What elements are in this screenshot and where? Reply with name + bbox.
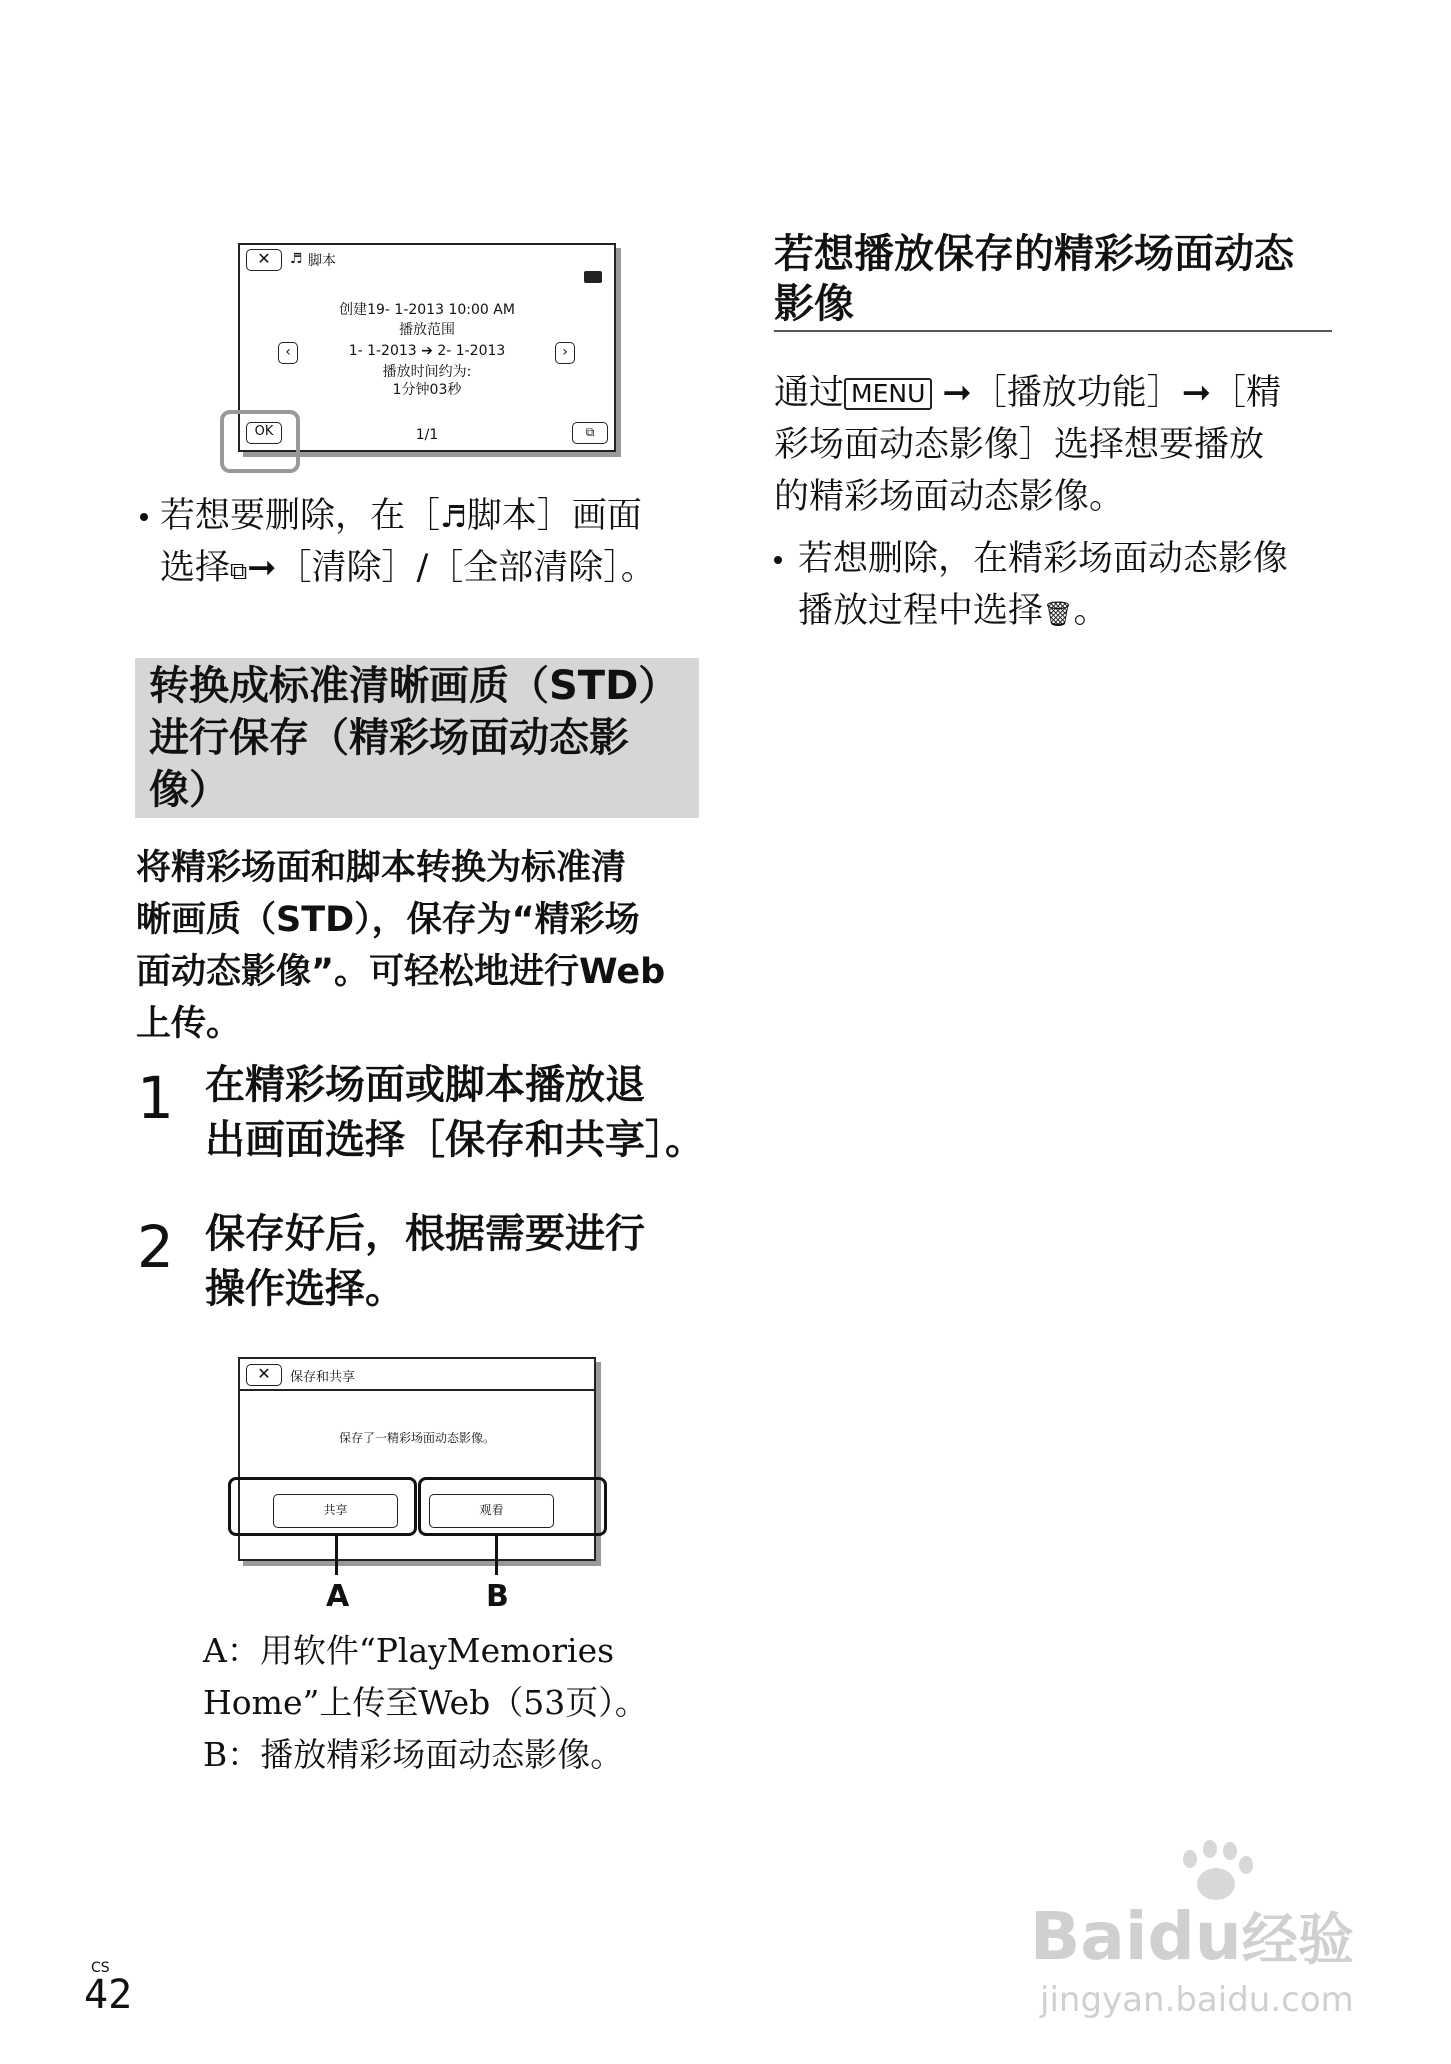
page-indicator: 1/1 bbox=[415, 427, 439, 443]
right-bullet-line-2 bbox=[798, 585, 1109, 640]
intro-line-3: 面动态影像”。可轻松地进行Web bbox=[136, 952, 666, 992]
ok-highlight bbox=[220, 410, 300, 473]
bullet-text-2b: ➞［清除］/［全部清除］。 bbox=[247, 548, 656, 588]
right-bullet-line-1: 若想删除，在精彩场面动态影像 bbox=[798, 539, 1289, 579]
share-button[interactable]: 共享 bbox=[273, 1494, 398, 1528]
trash-icon: 🗑 bbox=[1043, 600, 1074, 628]
range-label: 播放范围 bbox=[399, 322, 455, 338]
watermark bbox=[1030, 1840, 1410, 2040]
right-bullet-end: 。 bbox=[1073, 591, 1109, 631]
bullet bbox=[774, 556, 782, 564]
bullet-text-1b: 脚本］画面 bbox=[466, 496, 642, 536]
right-para-line-1 bbox=[774, 367, 1281, 419]
intro-line-2: 晰画质（STD），保存为“精彩场 bbox=[136, 900, 640, 940]
step-2-line-1: 保存好后，根据需要进行 bbox=[205, 1211, 645, 1257]
leader-a bbox=[335, 1535, 338, 1575]
section-title-3: 像） bbox=[149, 767, 229, 813]
section-title-2: 进行保存（精彩场面动态影 bbox=[149, 715, 629, 761]
range-value: 1- 1-2013 ➔ 2- 1-2013 bbox=[348, 343, 506, 359]
screen-title: 保存和共享 bbox=[290, 1370, 356, 1385]
notes bbox=[203, 1625, 648, 1781]
note-b: B：播放精彩场面动态影像。 bbox=[203, 1735, 624, 1774]
note-a-line-2: Home”上传至Web（53页）。 bbox=[203, 1683, 648, 1722]
step-1-line-1: 在精彩场面或脚本播放退 bbox=[205, 1062, 645, 1108]
step-2-line-2: 操作选择。 bbox=[205, 1266, 405, 1312]
heading-rule bbox=[774, 330, 1332, 332]
note-a-line-1: A：用软件“PlayMemories bbox=[203, 1631, 615, 1670]
title-divider bbox=[240, 1389, 594, 1391]
step-1-number: 1 bbox=[137, 1064, 174, 1132]
label-a: A bbox=[326, 1579, 350, 1614]
step-1-line-2: 出画面选择［保存和共享］。 bbox=[205, 1117, 705, 1163]
section-header bbox=[135, 658, 699, 818]
label-b: B bbox=[486, 1579, 509, 1614]
watermark-brand: Baidu经验 bbox=[1030, 1898, 1354, 1975]
screen-title: 脚本 bbox=[308, 253, 336, 269]
view-highlight bbox=[418, 1477, 607, 1536]
duration-label: 播放时间约为: bbox=[382, 364, 472, 380]
close-button[interactable]: ✕ bbox=[246, 1364, 282, 1386]
edit-icon: ⧉ bbox=[230, 557, 248, 585]
script-icon: ♬ bbox=[440, 500, 467, 535]
created-line: 创建19- 1-2013 10:00 AM bbox=[339, 302, 515, 318]
section-title-1: 转换成标准清晰画质（STD） bbox=[149, 663, 679, 709]
page-number: 42 bbox=[84, 1972, 133, 2018]
bullet bbox=[140, 513, 148, 521]
step-2-number: 2 bbox=[137, 1213, 174, 1281]
close-button[interactable]: ✕ bbox=[246, 249, 282, 271]
menu-key: MENU bbox=[844, 378, 932, 410]
bullet-line-1 bbox=[160, 490, 642, 544]
bullet-text-1a: 若想要删除，在［ bbox=[160, 496, 441, 536]
share-highlight bbox=[228, 1477, 417, 1536]
ok-button[interactable]: OK bbox=[246, 422, 282, 444]
battery-icon bbox=[584, 271, 602, 283]
view-button[interactable]: 观看 bbox=[429, 1494, 554, 1528]
duration-value: 1分钟03秒 bbox=[392, 382, 462, 398]
leader-b bbox=[495, 1535, 498, 1575]
bullet-text-2a: 选择 bbox=[160, 548, 231, 588]
right-para-line-3: 的精彩场面动态影像。 bbox=[774, 477, 1125, 517]
right-heading-2: 影像 bbox=[774, 281, 854, 327]
intro-paragraph bbox=[136, 842, 665, 1050]
para-text-1b: ➞［播放功能］➞［精 bbox=[942, 373, 1282, 413]
para-text-1a: 通过 bbox=[774, 373, 845, 413]
right-para-line-2: 彩场面动态影像］选择想要播放 bbox=[774, 425, 1265, 465]
intro-line-1: 将精彩场面和脚本转换为标准清 bbox=[136, 848, 627, 888]
right-heading-1: 若想播放保存的精彩场面动态 bbox=[774, 231, 1294, 277]
save-message: 保存了一精彩场面动态影像。 bbox=[338, 1431, 495, 1445]
edit-button[interactable]: ⧉ bbox=[572, 422, 608, 444]
intro-line-4: 上传。 bbox=[136, 1004, 242, 1044]
prev-button[interactable]: ‹ bbox=[278, 342, 298, 364]
watermark-url: jingyan.baidu.com bbox=[1040, 1980, 1354, 2020]
language-code: CS bbox=[91, 1960, 110, 1976]
next-button[interactable]: › bbox=[555, 342, 575, 364]
bullet-line-2 bbox=[160, 542, 656, 597]
right-bullet-text-2: 播放过程中选择 bbox=[798, 591, 1044, 631]
script-icon: ♬ bbox=[290, 251, 303, 267]
